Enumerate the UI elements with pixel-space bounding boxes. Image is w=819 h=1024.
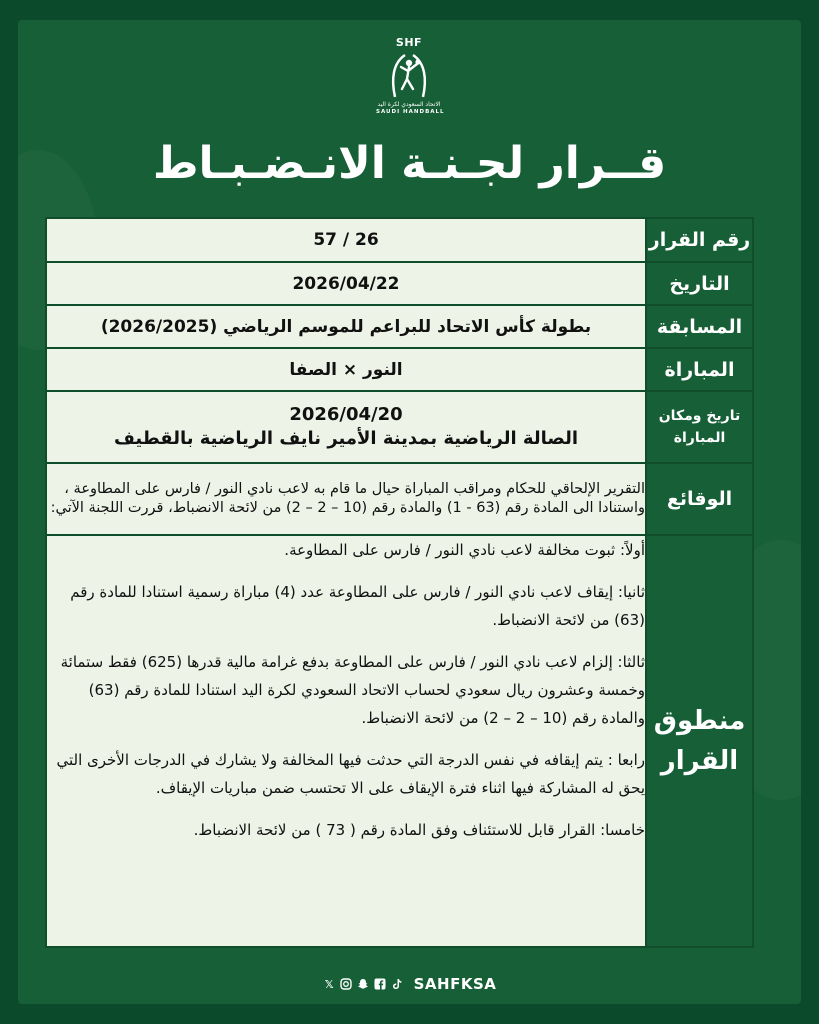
handball-player-icon <box>387 49 431 101</box>
snapchat-icon[interactable] <box>357 978 370 991</box>
competition-value: بطولة كأس الاتحاد للبراعم للموسم الرياضي (2026/2025) <box>46 305 646 348</box>
facts-label: الوقائع <box>646 463 753 535</box>
reasoning-list <box>46 535 646 947</box>
decision-number-label: رقم القرار <box>646 218 753 262</box>
list-item: أولاً: ثبوت مخالفة لاعب نادي النور / فارس على المطاوعة. <box>284 541 645 559</box>
list-item: رابعا : يتم إيقافه في نفس الدرجة التي حدثت فيها المخالفة ولا يشارك في الدرجات الأخرى التي يحق له المشاركة فيها اثناء فترة الإيقاف على الا تحتسب ضمن مباريات الإيقاف. <box>56 751 645 797</box>
list-item: ثانيا: إيقاف لاعب نادي النور / فارس على المطاوعة عدد (4) مباراة رسمية استنادا للمادة رقم (63) من لائحة الانضباط. <box>70 583 645 629</box>
decision-table <box>45 217 754 948</box>
tiktok-icon[interactable] <box>391 978 404 991</box>
match-label: المباراة <box>646 348 753 391</box>
logo-abbr: SHF <box>395 36 423 49</box>
row-venue <box>46 391 753 463</box>
decision-number-value: 57 / 26 <box>46 218 646 262</box>
venue-place: الصالة الرياضية بمدينة الأمير نايف الرياضية بالقطيف <box>113 428 579 449</box>
facts-value: التقرير الإلحاقي للحكام ومراقب المباراة حيال ما قام به لاعب نادي النور / فارس على المطاوعة ، واستنادا الى المادة رقم (63 - 1) والمادة رقم (10 – 2 – 2) من لائحة الانضباط، قررت اللجنة الآتي: <box>46 463 646 535</box>
reasoning-label: منطوق القرار <box>646 535 753 947</box>
row-facts <box>46 463 753 535</box>
venue-cell <box>46 391 646 463</box>
logo-arabic: الاتحاد السعودي لكرة اليد <box>377 101 441 108</box>
date-value: 2026/04/22 <box>46 262 646 305</box>
instagram-icon[interactable] <box>340 978 353 991</box>
row-reasoning <box>46 535 753 947</box>
social-bar <box>0 972 819 996</box>
row-decision-number <box>46 218 753 262</box>
logo-english: SAUDI HANDBALL <box>376 109 445 115</box>
social-handle[interactable]: SAHFKSA <box>413 975 497 993</box>
shf-logo <box>376 36 445 128</box>
x-icon[interactable]: 𝕏 <box>324 977 334 991</box>
page-title: قــرار لجـنـة الانـضـبـاط <box>152 138 667 189</box>
date-label: التاريخ <box>646 262 753 305</box>
facebook-icon[interactable] <box>374 978 387 991</box>
venue-label: تاريخ ومكان المباراة <box>646 391 753 463</box>
list-item: خامسا: القرار قابل للاستئناف وفق المادة رقم ( 73 ) من لائحة الانضباط. <box>193 821 645 839</box>
row-match <box>46 348 753 391</box>
venue-date: 2026/04/20 <box>289 404 403 425</box>
list-item: ثالثا: إلزام لاعب نادي النور / فارس على المطاوعة بدفع غرامة مالية قدرها (625) فقط ستمائة وخمسة وعشرون ريال سعودي لحساب الاتحاد السعودي لكرة اليد استنادا للمادة رقم (63) والمادة رقم (10 – 2 – 2) من لائحة الانضباط. <box>60 653 645 727</box>
match-value: النور × الصفا <box>46 348 646 391</box>
competition-label: المسابقة <box>646 305 753 348</box>
row-competition <box>46 305 753 348</box>
row-date <box>46 262 753 305</box>
